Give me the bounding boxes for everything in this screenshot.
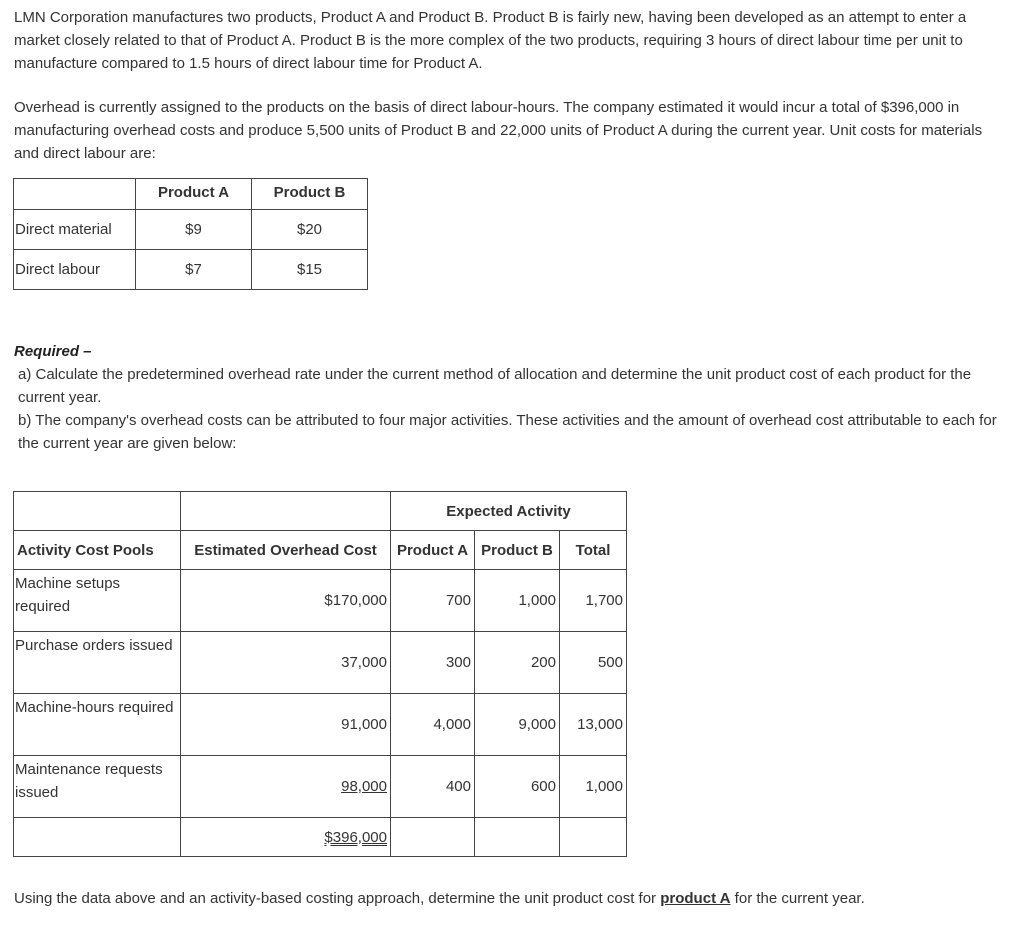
table-row [14, 694, 627, 756]
overhead-cost-cell: 91,000 [181, 694, 391, 756]
cost-cell-product-a: $9 [136, 210, 252, 250]
pool-label: Machine-hours required [14, 694, 181, 756]
product-b-activity-cell: 9,000 [475, 694, 560, 756]
group-header-blank [14, 492, 181, 531]
grand-total-value: $396,000 [324, 828, 387, 846]
table-row [14, 570, 627, 632]
pool-label: Machine setups required [14, 570, 181, 632]
cost-row-direct-labour [14, 250, 368, 290]
total-activity-cell: 500 [560, 632, 627, 694]
final-text-after: for the current year. [730, 890, 865, 907]
cost-cell-product-b: $20 [252, 210, 368, 250]
header-product-b: Product B [475, 531, 560, 570]
required-section [14, 340, 1004, 455]
cost-header-product-b: Product B [252, 179, 368, 210]
pool-label: Purchase orders issued [14, 632, 181, 694]
total-activity-cell: 13,000 [560, 694, 627, 756]
product-a-activity-cell: 400 [391, 756, 475, 818]
overhead-cost-cell [181, 756, 391, 818]
overhead-cost-underlined: 98,000 [341, 778, 387, 795]
blank-cell [14, 818, 181, 857]
cost-row-direct-material [14, 210, 368, 250]
activity-cost-table [13, 491, 627, 857]
cost-header-blank [14, 179, 136, 210]
total-activity-cell: 1,000 [560, 756, 627, 818]
product-a-activity-cell: 4,000 [391, 694, 475, 756]
required-title: Required – [14, 343, 92, 360]
overhead-paragraph: Overhead is currently assigned to the products on the basis of direct labour-hours. The company estimated it would incur a total of $396,000 in manufacturing overhead costs and produce 5,500 units of Product B and 22,000 units of Product A during the current year. Unit costs for materials and direct labour are: [14, 99, 983, 162]
table-row [14, 632, 627, 694]
blank-cell [475, 818, 560, 857]
total-activity-cell: 1,700 [560, 570, 627, 632]
header-total: Total [560, 531, 627, 570]
expected-activity-header: Expected Activity [391, 492, 627, 531]
overhead-cost-cell: $170,000 [181, 570, 391, 632]
header-estimated-overhead-cost: Estimated Overhead Cost [181, 531, 391, 570]
group-header-blank [181, 492, 391, 531]
blank-cell [391, 818, 475, 857]
table-row [14, 756, 627, 818]
product-a-activity-cell: 700 [391, 570, 475, 632]
product-a-activity-cell: 300 [391, 632, 475, 694]
product-b-activity-cell: 1,000 [475, 570, 560, 632]
required-part-a: a) Calculate the predetermined overhead rate under the current method of allocation and determine the unit product cost of each product for the current year. [18, 366, 972, 406]
product-b-activity-cell: 200 [475, 632, 560, 694]
overhead-cost-cell: 37,000 [181, 632, 391, 694]
grand-total-row [14, 818, 627, 857]
cost-cell-product-b: $15 [252, 250, 368, 290]
cost-header-product-a: Product A [136, 179, 252, 210]
intro-paragraph: LMN Corporation manufactures two products, Product A and Product B. Product B is fairly new, having been developed as an attempt to enter a market closely related to that of Product A. Product B is the more complex of the two products, requiring 3 hours of direct labour time per unit to manufacture compared to 1.5 hours of direct labour time for Product A. [14, 9, 967, 72]
final-text-before: Using the data above and an activity-based costing approach, determine the unit product cost for [14, 890, 661, 907]
header-product-a: Product A [391, 531, 475, 570]
required-part-b: b) The company's overhead costs can be attributed to four major activities. These activities and the amount of overhead cost attributable to each for the current year are given below: [18, 412, 997, 452]
final-question [14, 887, 1004, 910]
product-b-activity-cell: 600 [475, 756, 560, 818]
grand-total-cell [181, 818, 391, 857]
cost-cell-product-a: $7 [136, 250, 252, 290]
blank-cell [560, 818, 627, 857]
cost-row-label: Direct material [14, 210, 136, 250]
header-activity-cost-pools: Activity Cost Pools [14, 531, 181, 570]
pool-label: Maintenance requests issued [14, 756, 181, 818]
unit-cost-table [13, 178, 368, 290]
cost-row-label: Direct labour [14, 250, 136, 290]
final-emphasis: product A [660, 890, 731, 907]
